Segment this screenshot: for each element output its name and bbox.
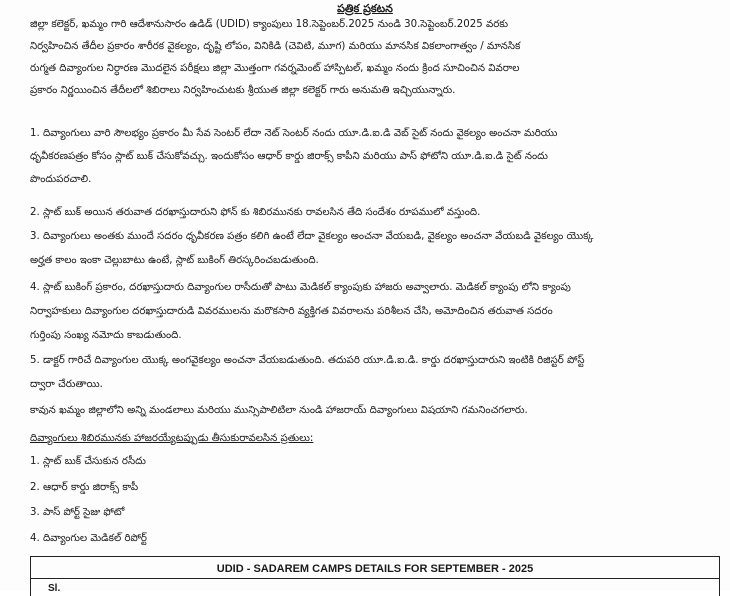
point-5-line: 5. డాక్టర్ గారిచే దివ్యాంగుల యొక్క అంగవైకల్యం అంచనా వేయబడుతుంది. తదుపరి యూ.డి.ఐ.డి. కార్డు దరఖాస్తుదారుని ఇంటికి రిజిస్టర్ పోస్ట్ bbox=[30, 355, 585, 366]
point-2-line: 2. స్లాట్ బుక్ అయిన తరువాత దరఖాస్తుదారుని ఫోన్ కు శిబిరమునకు రావలసిన తేది సందేశం రూపములో వస్తుంది. bbox=[30, 207, 481, 218]
point-5-line: ద్వారా చేరుతాయి. bbox=[30, 379, 103, 390]
table-title: UDID - SADAREM CAMPS DETAILS FOR SEPTEMBER - 2025 bbox=[216, 563, 534, 575]
required-item: 3. పాస్ పోర్ట్ సైజు ఫోటో bbox=[30, 507, 125, 518]
required-item: 4. దివ్యాంగుల మెడికల్ రిపోర్ట్ bbox=[30, 533, 147, 544]
intro-line: జిల్లా కలెక్టర్, ఖమ్మం గారి ఆదేశానుసారం ఉడిడ్ (UDID) క్యాంపులు 18.సెప్టెంబర్.2025 నుండి 30.సెప్టెంబర్.2025 వరకు bbox=[30, 19, 509, 30]
required-item: 2. ఆధార్ కార్డు జిరాక్స్ కాపీ bbox=[30, 482, 139, 493]
required-items-heading: దివ్యాంగులు శిబిరమునకు హాజరయ్యేటప్పుడు తీసుకురావలసిన ప్రతులు: bbox=[30, 433, 314, 444]
point-3-line: 3. దివ్యాంగులు అంతకు ముందే సదరం ధృవీకరణ పత్రం కలిగి ఉంటే లేదా వైకల్యం అంచనా వేయబడి, వైకల్యం అంచనా వేయబడి వైకల్యం యొక్క bbox=[30, 231, 594, 242]
closing-line: కావున ఖమ్మం జిల్లాలోని అన్ని మండలాలు మరియు మున్సిపాలిటిలా నుండి హాజరాయ్ దివ్యాంగులు విషయాని గమనించగలారు. bbox=[30, 405, 528, 416]
camp-details-table bbox=[30, 556, 720, 596]
intro-line: నిర్వహించిన తేదీల ప్రకారం శారీరక వైకల్యం, దృష్టి లోపం, వినికిడి (చెవిటి, మూగ) మరియు మానసిక వికలాంగాత్వం / మానసిక bbox=[30, 41, 521, 52]
point-4-line: గుర్తింపు సంఖ్య నమోదు కాబడుతుంది. bbox=[30, 330, 182, 341]
point-4-line: నిర్వాహకులు దివ్యాంగుల దరఖాస్తుదారుడి వివరములను మరొకసారి వ్యక్తిగత వివరాలను పరిశీలన చేసి, అమోదించిన తరువాత సదరం bbox=[30, 306, 553, 317]
intro-line: రుగ్మత దివ్యాంగుల నిర్ధారణ మొదలైన పరీక్షలు జిల్లా మొత్తంగా గవర్నమెంట్ హాస్పిటల్, ఖమ్మం నందు క్రింద సూచించిన వివరాల bbox=[30, 63, 520, 74]
point-4-line: 4. స్లాట్ బుకింగ్ ప్రకారం, దరఖాస్తుదారు దివ్యాంగుల రాసీదుతో పాటు మెడికల్ క్యాంపుకు హాజరు అవ్వాలారు. మెడికల్ క్యాంపు లోని క్యాంపు bbox=[30, 282, 571, 293]
table-column-serial: Sl. bbox=[48, 583, 61, 594]
point-1-line: పొందుపరచాలి. bbox=[30, 174, 92, 185]
page-title: పత్రిక ప్రకటన bbox=[337, 2, 393, 15]
intro-line: ప్రకారం నిర్ణయించిన తేదీలలో శిబిరాలు నిర్వహించుటకు శ్రీయుత జిల్లా కలెక్టర్ గారు అనుమతి ఇచ్చియున్నారు. bbox=[30, 85, 456, 96]
required-item: 1. స్లాట్ బుక్ చేసుకున రసీదు bbox=[30, 456, 146, 467]
table-divider bbox=[30, 578, 720, 579]
point-1-line: 1. దివ్యాంగులు వారి సౌలభ్యం ప్రకారం మీ సేవ సెంటర్ లేదా నెట్ సెంటర్ నందు యూ.డి.ఐ.డి వెబ్ సైట్ నందు వైకల్యం అంచనా మరియు bbox=[30, 128, 558, 139]
point-3-line: అర్హత కాలం ఇంకా చెల్లుబాటు ఉంటే, స్లాట్ బుకింగ్ తిరస్కరించబడుతుంది. bbox=[30, 255, 319, 266]
point-1-line: ధృవీకరణపత్రం కోసం స్లాట్ బుక్ చేసుకోవచ్చు. ఇందుకోసం ఆధార్ కార్డు జిరాక్స్ కాపీని మరియు పాస్ ఫోటోని యూ.డి.ఐ.డి సైట్ నందు bbox=[30, 151, 548, 162]
